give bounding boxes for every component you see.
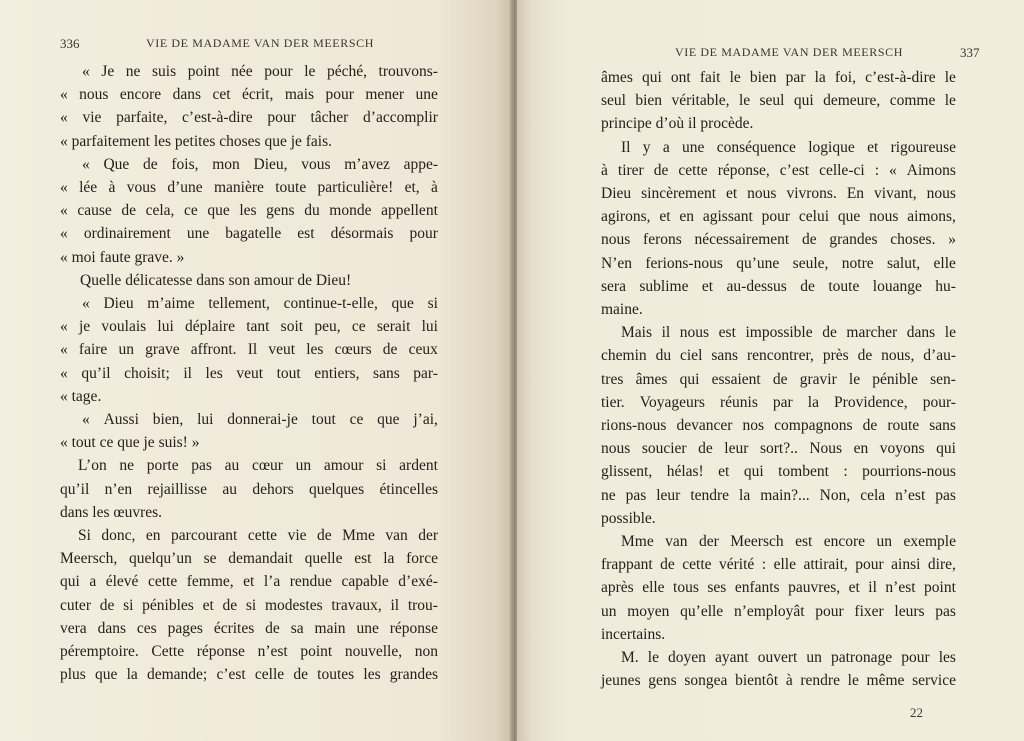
right-running-head: VIE DE MADAME VAN DER MEERSCH xyxy=(675,45,903,59)
text-line: plus que la demande; c’est celle de toutes les grandes xyxy=(60,666,438,684)
text-line: tres âmes qui essaient de gravir le pénible sen- xyxy=(601,370,956,388)
text-line: « je voulais lui déplaire tant soit peu, ce serait lui xyxy=(60,318,438,336)
signature-mark: 22 xyxy=(910,705,923,720)
text-line: « Dieu m’aime tellement, continue-t-elle, que si xyxy=(82,295,438,312)
text-line: nous ferons nécessairement de grandes choses. » xyxy=(601,231,956,249)
text-line: Dieu sincèrement et nous vivrons. En vivant, nous xyxy=(601,185,956,202)
text-line: possible. xyxy=(601,509,656,527)
text-line: vera dans ces pages écrites de sa main une réponse xyxy=(60,619,438,637)
text-line: L’on ne porte pas au cœur un amour si ardent xyxy=(78,457,438,475)
text-line: dans les œuvres. xyxy=(60,503,163,521)
text-line: « vie parfaite, c’est-à-dire pour tâcher d’accomplir xyxy=(60,109,438,127)
text-line: péremptoire. Cette réponse n’est point nouvelle, non xyxy=(60,643,438,660)
text-line: « Que de fois, mon Dieu, vous m’avez appe- xyxy=(82,155,438,173)
text-line: après elle tous ses enfants pauvres, et il n’est point xyxy=(601,579,956,597)
text-line: principe d’où il procède. xyxy=(601,115,754,133)
text-line: « moi faute grave. » xyxy=(60,248,185,266)
text-line: « ordinairement une bagatelle est désormais pour xyxy=(60,225,438,243)
text-line: « tout ce que je suis! » xyxy=(60,434,200,452)
text-line: âmes qui ont fait le bien par la foi, c’est-à-dire le xyxy=(601,69,956,86)
text-line: « Aussi bien, lui donnerai-je tout ce que j’ai, xyxy=(82,411,438,428)
text-line: N’en ferions-nous qu’une seule, notre salut, elle xyxy=(601,254,956,272)
left-running-head: VIE DE MADAME VAN DER MEERSCH xyxy=(146,36,374,50)
text-line: Mme van der Meersch est encore un exemple xyxy=(621,533,956,550)
text-line: « cause de cela, ce que les gens du monde appellent xyxy=(60,202,438,220)
right-page xyxy=(517,0,1024,741)
text-line: agirons, et en agissant pour celui que nous aimons, xyxy=(601,208,956,226)
text-line: jeunes gens songea bientôt à rendre le même service xyxy=(601,672,956,690)
text-line: nous soucier de leur sort?.. Nous en voyons qui xyxy=(601,440,956,458)
text-line: « lée à vous d’une manière toute particulière! et, à xyxy=(60,179,438,196)
text-line: qui a élevé cette femme, et l’a rendue capable d’exé- xyxy=(60,573,438,591)
text-line: frappant de cette vérité : elle attirait, pour ainsi dire, xyxy=(601,556,956,574)
text-line: maine. xyxy=(601,301,643,318)
text-line: « Je ne suis point née pour le péché, trouvons- xyxy=(82,63,438,80)
right-page-number: 337 xyxy=(960,45,980,60)
text-line: à tirer de cette réponse, c’est celle-ci : « Aimons xyxy=(601,161,956,179)
text-line: Si donc, en parcourant cette vie de Mme van der xyxy=(78,527,438,544)
left-page-number: 336 xyxy=(60,36,80,51)
text-line: un moyen qu’elle n’employât pour fixer leurs pas xyxy=(601,602,956,620)
text-line: incertains. xyxy=(601,625,666,643)
text-line: sera sublime et au-dessus de toute louange hu- xyxy=(601,277,956,295)
text-line: tier. Voyageurs réunis par la Providence, pour- xyxy=(601,393,956,411)
text-line: ne pas leur tendre la main?... Non, cela n’est pas xyxy=(601,486,956,504)
text-line: qu’il n’en rejaillisse au dehors quelques étincelles xyxy=(60,480,438,498)
text-line: cuter de si pénibles et de si modestes travaux, il trou- xyxy=(60,596,438,614)
text-line: Il y a une conséquence logique et rigoureuse xyxy=(621,138,956,156)
text-line: Meersch, quelqu’un se demandait quelle est la force xyxy=(60,550,438,568)
text-line: Quelle délicatesse dans son amour de Dieu! xyxy=(80,271,352,289)
text-line: « tage. xyxy=(60,387,102,405)
text-line: « qu’il choisit; il les veut tout entiers, sans par- xyxy=(60,364,438,382)
text-line: rions-nous devancer nos compagnons de route sans xyxy=(601,417,956,434)
text-line: seul bien véritable, le seul qui demeure, comme le xyxy=(601,92,956,110)
text-line: « faire un grave affront. Il veut les cœurs de ceux xyxy=(60,341,438,359)
text-line: Mais il nous est impossible de marcher dans le xyxy=(621,324,956,342)
text-line: « parfaitement les petites choses que je fais. xyxy=(60,132,333,150)
text-line: glissent, hélas! et qui tombent : pourrions-nous xyxy=(601,463,956,481)
text-line: chemin du ciel sans rencontrer, près de nous, d’au- xyxy=(601,347,956,365)
text-line: M. le doyen ayant ouvert un patronage pour les xyxy=(621,649,956,666)
text-line: « nous encore dans cet écrit, mais pour mener une xyxy=(60,86,438,104)
